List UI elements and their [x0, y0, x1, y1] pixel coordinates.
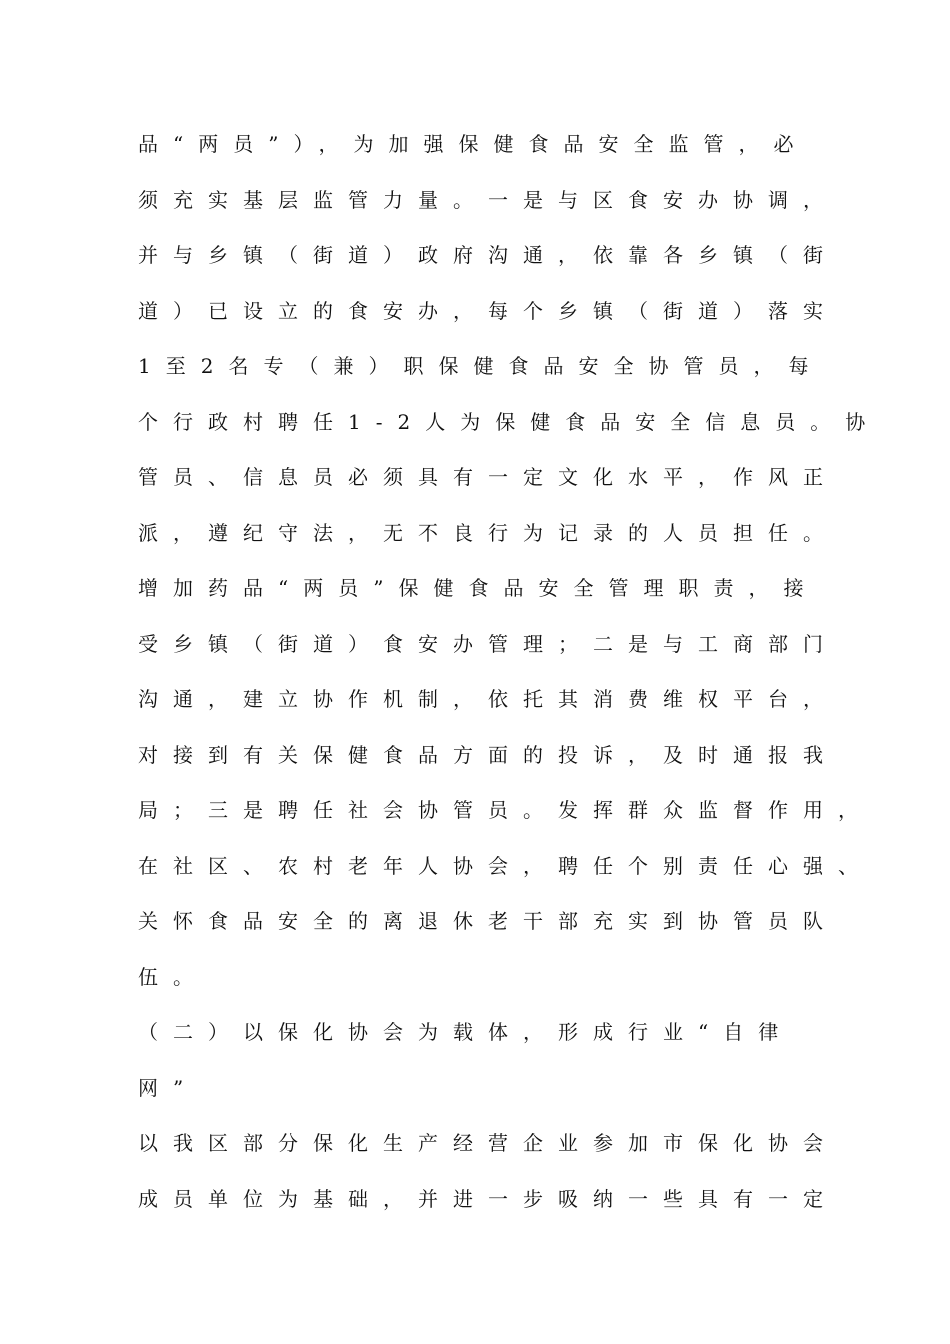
document-body	[138, 128, 881, 1238]
text-line: 以我区部分保化生产经营企业参加市保化协会	[138, 1131, 838, 1155]
text-line: 管员、信息员必须具有一定文化水平，作风正	[138, 465, 838, 489]
text-line: 对接到有关保健食品方面的投诉，及时通报我	[138, 742, 838, 767]
text-line: 成员单位为基础，并进一步吸纳一些具有一定	[138, 1186, 838, 1211]
text-line: 品“两员”），为加强保健食品安全监管，必	[138, 132, 809, 156]
text-line: 局；三是聘任社会协管员。发挥群众监督作用，	[138, 798, 873, 822]
text-line: 关怀食品安全的离退休老干部充实到协管员队	[138, 909, 838, 933]
text-line: 1至2名专（兼）职保健食品安全协管员，每	[138, 354, 824, 378]
text-line: 道）已设立的食安办，每个乡镇（街道）落实	[138, 298, 838, 323]
section-heading-line: （二）以保化协会为载体，形成行业“自律	[138, 1020, 794, 1044]
section-heading-line: 网”	[138, 1075, 199, 1100]
text-line: 受乡镇（街道）食安办管理；二是与工商部门	[138, 631, 838, 656]
text-line: 增加药品“两员”保健食品安全管理职责，接	[138, 576, 819, 600]
text-line: 在社区、农村老年人协会，聘任个别责任心强、	[138, 853, 873, 878]
text-line: 沟通，建立协作机制，依托其消费维权平台，	[138, 687, 838, 711]
text-line: 并与乡镇（街道）政府沟通，依靠各乡镇（街	[138, 243, 838, 267]
text-line: 派，遵纪守法，无不良行为记录的人员担任。	[138, 520, 838, 545]
text-line: 个行政村聘任1-2人为保健食品安全信息员。协	[138, 409, 881, 434]
text-line: 须充实基层监管力量。一是与区食安办协调，	[138, 187, 838, 212]
text-line: 伍。	[138, 964, 208, 989]
